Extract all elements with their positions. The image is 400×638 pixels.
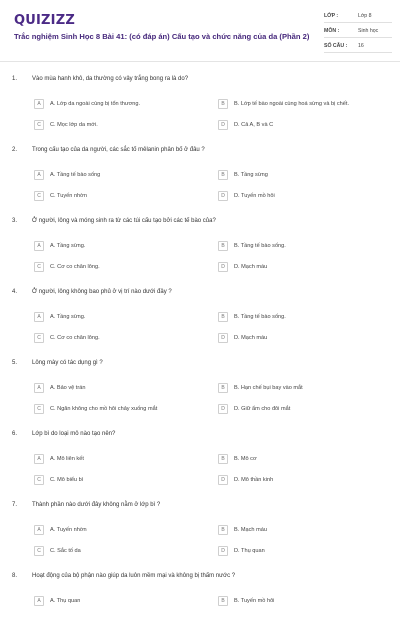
option-c[interactable] [34,260,209,274]
option-c[interactable] [34,402,209,416]
option-text: D. Mô thần kinh [234,477,274,483]
option-text: C. Sắc tố da [50,548,81,554]
option-letter-box: A [34,241,44,251]
question-item [0,70,400,141]
question-text: Trong cấu tạo của da người, các sắc tố mêlanin phân bố ở đâu ? [32,147,205,153]
option-letter-box: A [34,99,44,109]
worksheet-header [0,0,400,62]
question-text: Lông mày có tác dụng gì ? [32,360,103,366]
option-a[interactable] [34,310,209,324]
option-text: B. Tầng tế bào sống. [234,314,286,320]
option-text: A. Mô liên kết [50,456,84,462]
option-text: D. Giữ ẩm cho đôi mắt [234,406,291,412]
question-item [0,141,400,212]
option-text: B. Mạch máu [234,527,267,533]
question-header [12,360,372,366]
option-letter-box: C [34,191,44,201]
option-text: C. Mọc lớp da mới. [50,122,98,128]
option-d[interactable] [218,189,393,203]
question-header [12,431,372,437]
question-item [0,496,400,567]
meta-row-question-count [324,40,392,53]
question-text: Hoạt động của bộ phận nào giúp da luôn mềm mại và không bị thấm nước ? [32,573,236,579]
meta-row-class [324,10,392,23]
option-letter-box: C [34,262,44,272]
question-number: 2. [12,147,18,153]
option-b[interactable] [218,594,393,608]
meta-label: LỚP : [324,13,339,19]
option-letter-box: D [218,262,228,272]
option-letter-box: B [218,525,228,535]
meta-value: 16 [358,43,364,49]
option-letter-box: A [34,312,44,322]
option-letter-box: C [34,475,44,485]
option-text: A. Bảo vệ trán [50,385,86,391]
question-text: Vào mùa hanh khô, da thường có vảy trắng bong ra là do? [32,76,189,82]
question-number: 4. [12,289,18,295]
question-header [12,76,372,82]
quizizz-logo: QUIZIZZ [14,13,75,28]
option-text: B. Hạn chế bụi bay vào mắt [234,385,303,391]
option-letter-box: C [34,546,44,556]
question-number: 6. [12,431,18,437]
option-letter-box: D [218,333,228,343]
question-number: 8. [12,573,18,579]
option-letter-box: B [218,454,228,464]
question-header [12,147,372,153]
option-d[interactable] [218,331,393,345]
option-c[interactable] [34,544,209,558]
question-item [0,567,400,638]
question-item [0,425,400,496]
option-a[interactable] [34,523,209,537]
option-c[interactable] [34,473,209,487]
option-letter-box: C [34,404,44,414]
option-letter-box: B [218,170,228,180]
option-letter-box: B [218,99,228,109]
option-b[interactable] [218,381,393,395]
option-d[interactable] [218,260,393,274]
option-text: D. Mạch máu [234,335,268,341]
meta-label: SỐ CÂU : [324,43,348,49]
option-text: A. Tuyến nhờn [50,527,87,533]
option-text: B. Tuyến mồ hôi [234,598,275,604]
question-header [12,573,372,579]
option-text: B. Tầng tế bào sống. [234,243,286,249]
meta-value: Lớp 8 [358,13,372,19]
option-b[interactable] [218,452,393,466]
option-c[interactable] [34,331,209,345]
option-letter-box: A [34,596,44,606]
option-letter-box: A [34,170,44,180]
option-b[interactable] [218,310,393,324]
option-text: A. Lớp da ngoài cùng bị tổn thương. [50,101,141,107]
option-letter-box: C [34,333,44,343]
option-d[interactable] [218,544,393,558]
question-header [12,289,372,295]
option-b[interactable] [218,168,393,182]
option-a[interactable] [34,381,209,395]
question-text: Ở người, lông không bao phủ ở vị trí nào dưới đây ? [32,289,172,295]
option-text: A. Tầng sừng. [50,243,86,249]
option-letter-box: D [218,191,228,201]
option-a[interactable] [34,239,209,253]
option-text: C. Ngăn không cho mồ hôi chảy xuống mắt [50,406,158,412]
question-number: 5. [12,360,18,366]
option-text: B. Tầng sừng [234,172,268,178]
meta-label: MÔN : [324,28,340,34]
option-b[interactable] [218,523,393,537]
option-d[interactable] [218,402,393,416]
worksheet-meta [324,10,392,55]
question-header [12,502,372,508]
option-text: B. Lớp tế bào ngoài cùng hoá sừng và bị chết. [234,101,350,107]
option-letter-box: D [218,404,228,414]
option-text: C. Cơ co chân lông. [50,335,100,341]
option-text: C. Tuyến nhờn [50,193,87,199]
option-text: D. Cả A, B và C [234,122,274,128]
option-letter-box: A [34,383,44,393]
meta-value: Sinh học [358,28,379,34]
option-text: C. Mô biểu bì [50,477,84,483]
option-letter-box: A [34,525,44,535]
option-text: B. Mô cơ [234,456,257,462]
question-text: Lớp bì do loại mô nào tạo nên? [32,431,116,437]
question-number: 1. [12,76,18,82]
option-letter-box: B [218,241,228,251]
option-letter-box: C [34,120,44,130]
option-d[interactable] [218,118,393,132]
option-text: D. Tuyến mồ hôi [234,193,275,199]
question-item [0,212,400,283]
option-c[interactable] [34,118,209,132]
option-letter-box: D [218,475,228,485]
question-list [0,70,400,638]
option-c[interactable] [34,189,209,203]
option-letter-box: B [218,383,228,393]
option-b[interactable] [218,97,393,111]
question-text: Thành phần nào dưới đây không nằm ở lớp bì ? [32,502,161,508]
option-text: A. Thụ quan [50,598,81,604]
option-text: A. Tầng tế bào sống [50,172,101,178]
option-a[interactable] [34,594,209,608]
question-text: Ở người, lông và móng sinh ra từ các túi cấu tạo bởi các tế bào của? [32,218,216,224]
option-text: C. Cơ co chân lông. [50,264,100,270]
option-a[interactable] [34,168,209,182]
option-a[interactable] [34,97,209,111]
option-b[interactable] [218,239,393,253]
option-text: A. Tầng sừng. [50,314,86,320]
question-number: 7. [12,502,18,508]
option-letter-box: D [218,120,228,130]
option-letter-box: A [34,454,44,464]
worksheet-title: Trắc nghiệm Sinh Học 8 Bài 41: (có đáp án) Cấu tạo và chức năng của da (Phần 2) [14,32,310,41]
question-header [12,218,372,224]
option-a[interactable] [34,452,209,466]
option-letter-box: B [218,596,228,606]
question-number: 3. [12,218,18,224]
question-item [0,354,400,425]
question-item [0,283,400,354]
option-letter-box: D [218,546,228,556]
option-d[interactable] [218,473,393,487]
option-text: D. Thụ quan [234,548,265,554]
option-text: D. Mạch máu [234,264,268,270]
meta-row-subject [324,25,392,38]
option-letter-box: B [218,312,228,322]
